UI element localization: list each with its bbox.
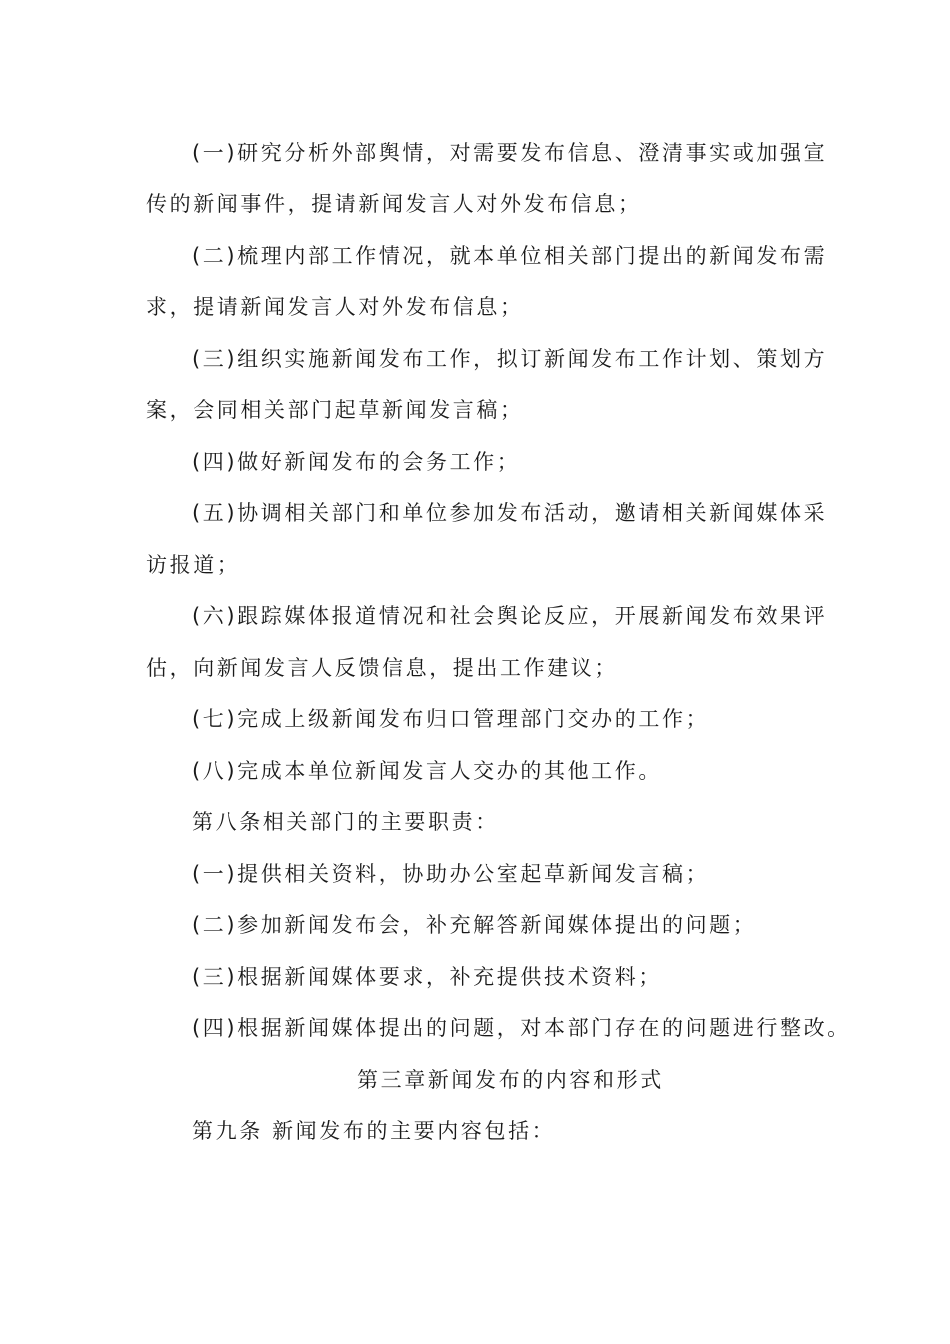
paragraph-line: (五)协调相关部门和单位参加发布活动，邀请相关新闻媒体采 [192,501,828,525]
paragraph-line: (三)组织实施新闻发布工作，拟订新闻发布工作计划、策划方 [192,347,828,371]
paragraph-line: (八)完成本单位新闻发言人交办的其他工作。 [192,759,662,783]
paragraph-line: (一)提供相关资料，协助办公室起草新闻发言稿； [192,862,710,886]
chapter-heading: 第三章新闻发布的内容和形式 [357,1068,664,1092]
paragraph-line: (三)根据新闻媒体要求，补充提供技术资料； [192,965,662,989]
paragraph-line: (二)梳理内部工作情况，就本单位相关部门提出的新闻发布需 [192,244,828,268]
paragraph-line: (二)参加新闻发布会，补充解答新闻媒体提出的问题； [192,913,757,937]
paragraph-line: 访报道； [146,553,241,577]
paragraph-line: (四)做好新闻发布的会务工作； [192,450,521,474]
paragraph-line: (四)根据新闻媒体提出的问题，对本部门存在的问题进行整改。 [192,1016,851,1040]
paragraph-line: 求，提请新闻发言人对外发布信息； [146,295,524,319]
paragraph-line: 传的新闻事件，提请新闻发言人对外发布信息； [146,192,642,216]
paragraph-line: (七)完成上级新闻发布归口管理部门交办的工作； [192,707,710,731]
paragraph-line: (六)跟踪媒体报道情况和社会舆论反应，开展新闻发布效果评 [192,604,828,628]
paragraph-line: 估，向新闻发言人反馈信息，提出工作建议； [146,656,618,680]
paragraph-line: 案，会同相关部门起草新闻发言稿； [146,398,524,422]
article-heading: 第八条相关部门的主要职责： [192,810,499,834]
paragraph-line: (一)研究分析外部舆情，对需要发布信息、澄清事实或加强宣 [192,141,828,165]
article-heading: 第九条 新闻发布的主要内容包括： [192,1119,556,1143]
